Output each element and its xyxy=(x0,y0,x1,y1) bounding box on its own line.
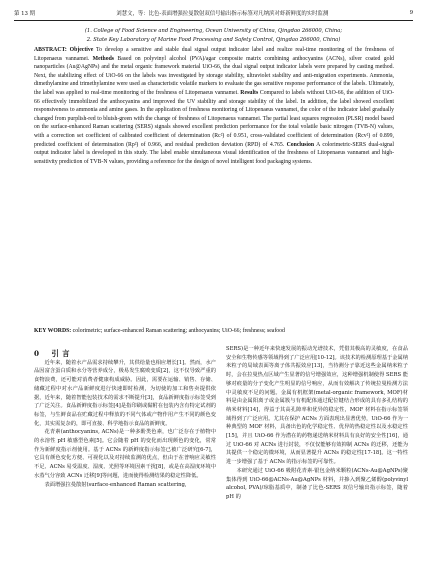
keywords-text: colorimetric; surface-enhanced Raman scattering; anthocyanins; UiO-66; freshness; seafood xyxy=(71,328,285,334)
affiliation-line: (1. College of Food Science and Engineering, Ocean University of China, Qingdao 266000, China; xyxy=(84,28,343,34)
body-paragraph: SERS)是一种近年来快速发展的振动光谱技术，凭借其极高的灵敏度，在食品安全和生物传感等领域得到了广泛应用[10-12]。该技术的检测原理基于金属纳米粒子的局域表面等离子体共振效应[13]，当待测分子靠近这些金属纳米粒子时，会在拉曼热点区域产生显著的信号增强效应，这种增强机制使得 SERS 能够对痕量的分子变化产生明显的信号响应，从而有效解决了传统拉曼检测方法中灵敏度不足的问题。金属有机框架(metal-organic framework, MOF)材料是由金属阳离子或金属簇与有机配体通过配位键结合形成的具有多孔结构的纳米材料[14]，得益于其高孔隙率和优异的稳定性，MOF 材料在指示标签领域得到了广泛应用。尤其在保护 ACNs 方面表现出显著优势，UiO-66 作为一种典型的 MOF 材料，具备出色的化学稳定性、优异的热稳定性以及水稳定性[15]，并且 UiO-66 作为潜在的药物递送纳米材料具有良好的安全性[16]，通过 UiO-66 对 ACNs 进行封装，不仅仅能够有效抑制 ACNs 的迁移，还能为其提供一个稳定的微环境，从而显著提升 ACNs 的稳定性[17-18]。这一特性进一步增强了基于 ACNs 的指示标签的可靠性。 xyxy=(226,346,408,466)
left-column xyxy=(34,350,216,489)
running-title: 刘慧文，等：比色-表面增强拉曼散射双信号输出指示标签对凡纳滨对虾新鲜度的实时监测 xyxy=(116,11,329,17)
body-paragraph: 近年来，随着水产品需求持续攀升，其供给量也相应增长[1]。然而，水产品因富含蛋白质和水分等营养成分，极易发生腐败变质[2]，这不仅导致严重的食物浪费，还可能对消费者健康构成威胁。因此，需要在运输、销售、存储、储藏过程中对水产品新鲜度进行快速即时检测，为切使的加工和售卖提供依据，近年来，随着智能包装技术的需求不断提升[3]，食品新鲜度指示标签受到了广泛关注。食品新鲜度指示标签[4]是指印刷或黏附在包装内含有特定试剂的标签，与生鲜食品在贮藏过程中释放的不同气体或产物作用产生不同的颜色变化，其实需复杂的，即可直接、科学地指示食品的新鲜度。 xyxy=(34,359,216,427)
section-number: 0 xyxy=(34,349,40,358)
abstract-methods: Based on polyvinyl alcohol (PVA)/agar composite matrix combining anthocyanins (ACNs), silver coated gold nanoparticles (Au@AgNPs) and the metal organic framework material UiO-66, the dual signal output indicator labels were prepared by casting method. Next, the stabilizing effect of UiO-66 on the labels was investigated by storage stability, ultraviolet stability and anti-migration experiments. Ammonia, dimethylamine and trimethylamine were used as characteristic volatile markers to evaluate the gas sensitive response performance of the labels. Ultimately, the label was applied to real-time monitoring of the freshness of Litopenaeus vannamei. xyxy=(34,55,394,96)
body-paragraph: 本研究通过 UiO-66 吸附花青素-银包金纳米颗粒(ACNs-Au@AgNPs)聚集体得到 UiO-66@ACNs-Au@AgNPs 材料，并掺入到聚乙烯醇(polyvinyl alcohol, PVA)/琼脂基质中，制备了比色-SERS 双信号输出指示标签，随着 pH 的 xyxy=(226,467,408,500)
running-header xyxy=(14,7,413,19)
abstract-results-label: Results xyxy=(238,89,259,96)
affiliation-line: 2. State Key Laboratory of Marine Food Processing and Safety Control, Qingdao 266000, China) xyxy=(86,36,341,43)
abstract-methods-label: Methods xyxy=(89,55,115,62)
abstract-results: Compared to labels without UiO-66, the addition of UiO-66 effectively immobilized the anthocyanins and improved the UV stability and storage stability of the label. In addition, the label showed excellent responsiveness to ammonia and amine gases. In the application of freshness monitoring of Litopenaeus vannamei, the color of the indicator label gradually changed from purplish-red to bluish-green with the change of freshness of Litopenaeus vannamei. The partial least squares regression (PLSR) model based on the surface-enhanced Raman scattering (SERS) signals showed excellent prediction performance for the total volatile basic nitrogen (TVB-N) values, with a correction set coefficient of calibrated coefficient of determination (Rc²) of 0.951, cross-validated coefficient of determination (Rcv²) of 0.899, predicted coefficient of determination (Rp²) of 0.966, and residual prediction deviation (RPD) of 4.765. xyxy=(34,89,395,148)
abstract-objective-label: ABSTRACT: Objective xyxy=(34,47,94,53)
issue-number: 第 13 期 xyxy=(14,11,36,17)
abstract-conclusion: A colorimetric-SERS dual-signal output indicator label is developed in this study. The label enable simultaneous visual identification of the freshness of Litopenaeus vannamei and high-sensitivity prediction of TVB-N values, providing a reference for the design of novel intelligent food packaging systems. xyxy=(34,141,395,165)
header-rule xyxy=(14,20,413,21)
page-number: 9 xyxy=(409,10,413,16)
section-title: 引 言 xyxy=(51,349,70,358)
right-column xyxy=(226,345,408,502)
abstract-objective: To develop a sensitive and stable dual signal output indicator label and realize real-time monitoring of the freshness of Litopenaeus vannamei. xyxy=(34,47,394,62)
english-abstract xyxy=(34,46,394,166)
body-paragraph: 花青素(anthocyanins, ACNs)是一种多酚类色素，也广泛存在于植物中的水溶性 pH 敏感型色素[5]。它会随着 pH 的变化而出现颜色的变化，常常作为新鲜度指示剂使用。基于 ACNs 的新鲜度指示标签已被广泛研究[6-7]，它具有颜色变化方便、可视化以及对持续监测的优点，但由于在普响应灵敏性不足、ACNs 易受温度、湿度、光照等环境因素干扰[8]，或是在高湿度环境中水蒸气分容致 ACNs 迁移[9]等问题，进而使得检测结果的稳定性降低。 xyxy=(34,429,216,479)
body-paragraph: 表面增强拉曼散射(surface-enhanced Raman scattering, xyxy=(44,481,187,488)
affiliations xyxy=(0,27,427,44)
section-heading xyxy=(34,350,216,359)
abstract-conclusion-label: Conclusion xyxy=(284,141,315,148)
keywords-label: KEY WORDS: xyxy=(34,328,72,334)
keywords xyxy=(34,327,394,336)
